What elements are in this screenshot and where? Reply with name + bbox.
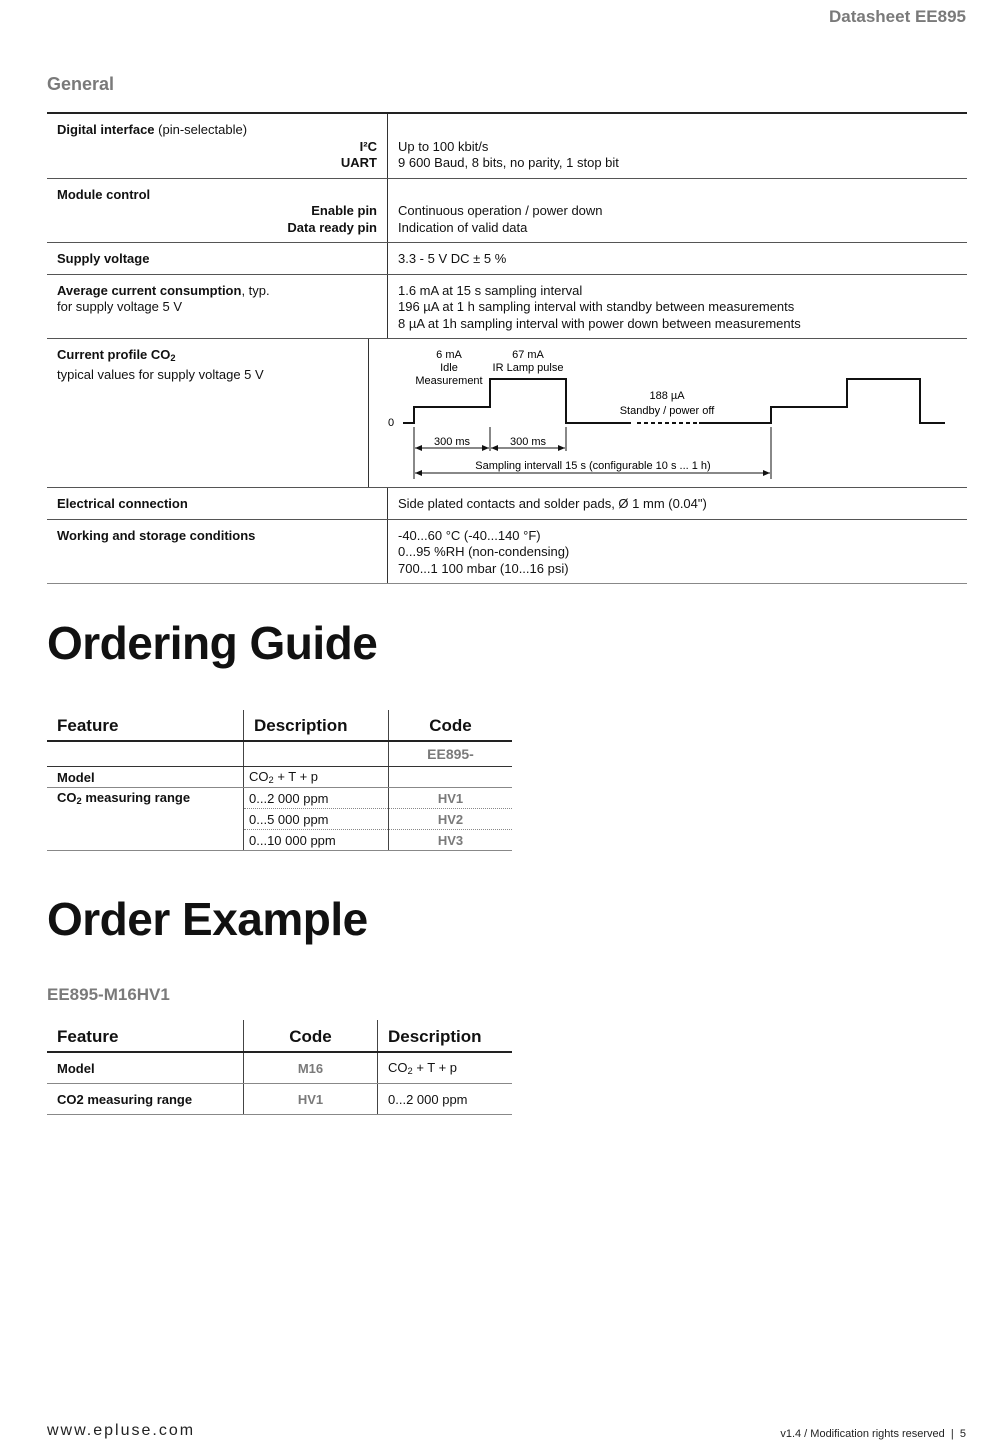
current-profile-diagram xyxy=(369,339,967,487)
feature-cell: CO2 measuring range xyxy=(47,1084,244,1115)
spec-label-line2: for supply voltage 5 V xyxy=(57,299,183,314)
arrow-head xyxy=(415,470,422,476)
measurement-label: Measurement xyxy=(415,375,483,387)
feature-cell: Model xyxy=(47,1052,244,1084)
spec-label-suffix: , typ. xyxy=(241,282,270,298)
datasheet-title: Datasheet EE895 xyxy=(828,7,966,26)
column-header-code: Code xyxy=(389,710,513,741)
standby-label: Standby / power off xyxy=(619,405,715,417)
spec-sublabel-enable: Enable pin xyxy=(311,203,377,218)
sampling-interval-label: Sampling intervall 15 s (configurable 10 s ... 1 h) xyxy=(475,460,711,472)
spec-row-supply-voltage xyxy=(47,243,967,275)
ordering-guide-title: Ordering Guide xyxy=(47,617,378,669)
table-row-range xyxy=(47,809,512,830)
arrow-head xyxy=(558,445,565,451)
current-waveform-2 xyxy=(699,379,945,423)
order-example-code: EE895-M16HV1 xyxy=(47,985,170,1004)
table-row-model: Model $CO_2 + T + p$ xyxy=(47,767,512,788)
description-cell: CO xyxy=(388,1060,408,1075)
spec-row-current-consumption xyxy=(47,275,967,340)
lamp-current-label: 67 mA xyxy=(512,349,544,361)
spec-value-line: -40...60 °C (-40...140 °F) xyxy=(398,527,541,543)
table-header-row xyxy=(47,710,512,741)
feature-label-model: Model xyxy=(47,767,244,788)
code-cell: M16 xyxy=(244,1052,378,1084)
spec-value: 3.3 - 5 V DC ± 5 % xyxy=(398,251,507,266)
section-heading-general: General xyxy=(47,74,115,94)
website-link[interactable]: www.epluse.com xyxy=(47,1422,196,1439)
spec-row-module-control xyxy=(47,179,967,244)
duration-label-2: 300 ms xyxy=(509,436,547,448)
table-row xyxy=(47,1084,512,1115)
ordering-guide-table xyxy=(47,710,512,851)
spec-value-line: 196 µA at 1 h sampling interval with standby between measurements xyxy=(398,299,795,314)
description-cell: 0...2 000 ppm xyxy=(378,1084,513,1115)
range-code: HV1 xyxy=(389,788,513,809)
spec-label: Electrical connection xyxy=(57,496,188,511)
spec-row-electrical-connection xyxy=(47,488,967,520)
spec-row-digital-interface xyxy=(47,114,967,179)
version-footer: v1.4 / Modification rights reserved | 5 xyxy=(780,1428,966,1440)
code-cell: HV1 xyxy=(244,1084,378,1115)
spec-label: Supply voltage xyxy=(57,251,150,266)
spec-row-current-profile xyxy=(47,339,967,488)
spec-value-line: 0...95 %RH (non-condensing) xyxy=(398,544,570,559)
spec-value-line: 1.6 mA at 15 s sampling interval xyxy=(398,282,583,298)
duration-label-1: 300 ms xyxy=(433,436,471,448)
arrow-head xyxy=(491,445,498,451)
spec-label: Working and storage conditions xyxy=(57,527,256,543)
feature-label-range: CO xyxy=(57,790,77,806)
column-header-feature: Feature xyxy=(47,1020,244,1052)
range-code: HV2 xyxy=(389,809,513,830)
spec-label: Module control xyxy=(57,186,151,202)
spec-sublabel-i2c: I²C xyxy=(359,138,377,154)
spec-label-line2: typical values for supply voltage 5 V xyxy=(57,366,264,382)
code-prefix-row xyxy=(47,741,512,767)
idle-current-label: 6 mA xyxy=(436,349,462,361)
code-prefix: EE895- xyxy=(389,741,513,767)
arrow-head xyxy=(415,445,422,451)
spec-value: Side plated contacts and solder pads, Ø 1 mm (0.04") xyxy=(398,496,707,511)
table-row-range xyxy=(47,830,512,851)
general-specs-table xyxy=(47,112,967,584)
spec-value-enable: Continuous operation / power down xyxy=(398,203,603,218)
spec-value-i2c: Up to 100 kbit/s xyxy=(398,138,489,154)
arrow-head xyxy=(763,470,770,476)
spec-value-line: 700...1 100 mbar (10...16 psi) xyxy=(398,560,569,576)
spec-label: Average current consumption xyxy=(57,282,242,298)
order-example-title: Order Example xyxy=(47,893,368,945)
range-code: HV3 xyxy=(389,830,513,851)
spec-label-suffix: (pin-selectable) xyxy=(154,122,248,137)
model-description: CO xyxy=(249,769,269,784)
column-header-code: Code xyxy=(244,1020,378,1052)
spec-sublabel-ready: Data ready pin xyxy=(287,219,377,235)
standby-current-label: 188 µA xyxy=(649,390,685,402)
spec-sublabel-uart: UART xyxy=(340,155,377,170)
column-header-description: Description xyxy=(244,710,389,741)
spec-value-ready: Indication of valid data xyxy=(398,219,528,235)
table-header-row xyxy=(47,1020,512,1052)
arrow-head xyxy=(482,445,489,451)
order-example-table xyxy=(47,1020,512,1115)
spec-label-subscript: 2 xyxy=(170,353,176,363)
zero-axis-label: 0 xyxy=(387,417,395,429)
spec-value-uart: 9 600 Baud, 8 bits, no parity, 1 stop bit xyxy=(398,155,619,170)
spec-label: Current profile CO xyxy=(57,347,171,362)
range-description: 0...2 000 ppm xyxy=(244,788,389,809)
lamp-pulse-label: IR Lamp pulse xyxy=(492,362,564,374)
spec-label: Digital interface xyxy=(57,122,155,137)
column-header-feature: Feature xyxy=(47,710,244,741)
idle-label: Idle xyxy=(440,362,458,374)
spec-value-line: 8 µA at 1h sampling interval with power down between measurements xyxy=(398,315,801,331)
column-header-description: Description xyxy=(378,1020,513,1052)
spec-row-working-conditions xyxy=(47,520,967,585)
table-row-range: $CO_2$ measuring range 0...2 000 ppm HV1 xyxy=(47,788,512,809)
table-row: Model M16 $CO_2 + T + p$ xyxy=(47,1052,512,1084)
range-description: 0...10 000 ppm xyxy=(244,830,389,851)
range-description: 0...5 000 ppm xyxy=(244,809,389,830)
